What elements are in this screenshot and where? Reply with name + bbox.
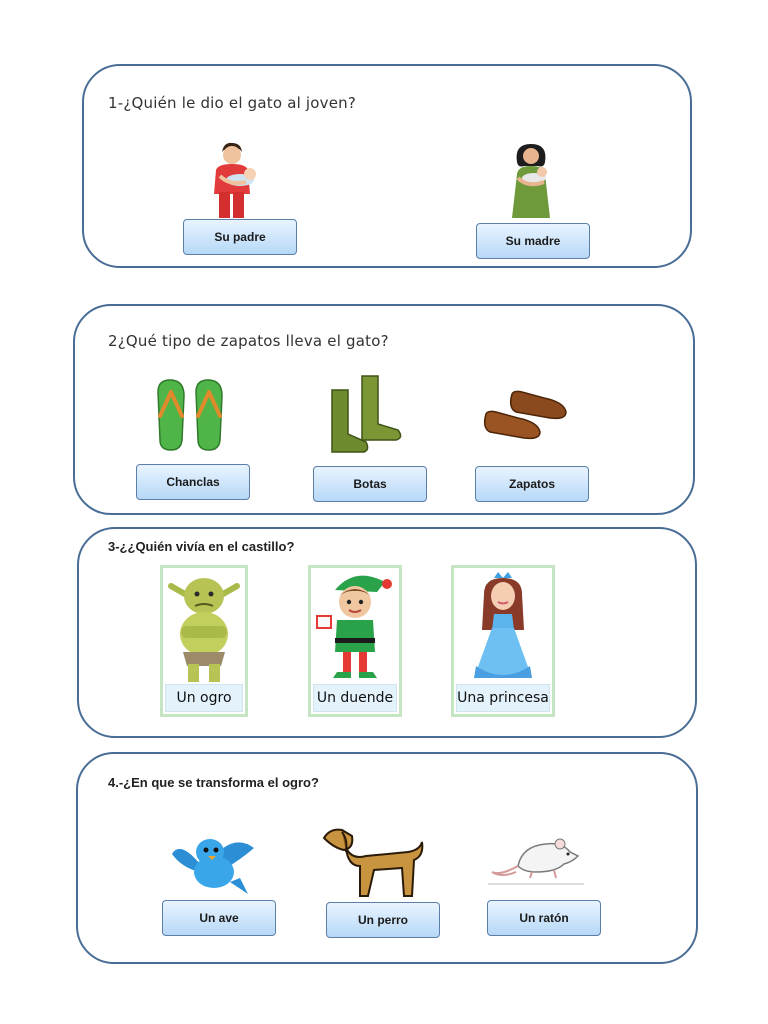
question-4-text: 4.-¿En que se transforma el ogro? <box>108 775 319 790</box>
question-2-text: 2¿Qué tipo de zapatos lleva el gato? <box>108 332 389 350</box>
flip-flops-icon <box>154 378 230 452</box>
answer-button-chanclas[interactable]: Chanclas <box>136 464 250 500</box>
answer-button-un-ave[interactable]: Un ave <box>162 900 276 936</box>
elf-icon <box>311 568 399 688</box>
answer-button-un-perro[interactable]: Un perro <box>326 902 440 938</box>
elf-label: Un duende <box>313 684 397 712</box>
mouse-icon <box>488 832 584 886</box>
shoes-icon <box>480 388 570 446</box>
dog-icon <box>322 826 426 900</box>
ogre-icon <box>163 568 245 688</box>
question-3-text: 3-¿¿Quién vivía en el castillo? <box>108 539 295 554</box>
princess-card[interactable] <box>451 565 555 717</box>
princess-icon <box>454 568 552 688</box>
question-1-text: 1-¿Quién le dio el gato al joven? <box>108 94 357 112</box>
elf-card[interactable] <box>308 565 402 717</box>
boots-icon <box>326 372 406 454</box>
mother-with-baby-icon <box>508 140 554 220</box>
answer-button-su-padre[interactable]: Su padre <box>183 219 297 255</box>
answer-button-zapatos[interactable]: Zapatos <box>475 466 589 502</box>
princess-label: Una princesa <box>456 684 550 712</box>
answer-button-su-madre[interactable]: Su madre <box>476 223 590 259</box>
ogre-card[interactable] <box>160 565 248 717</box>
ogre-label: Un ogro <box>165 684 243 712</box>
answer-button-un-raton[interactable]: Un ratón <box>487 900 601 936</box>
father-with-baby-icon <box>206 140 258 220</box>
bird-icon <box>170 832 256 900</box>
answer-button-botas[interactable]: Botas <box>313 466 427 502</box>
